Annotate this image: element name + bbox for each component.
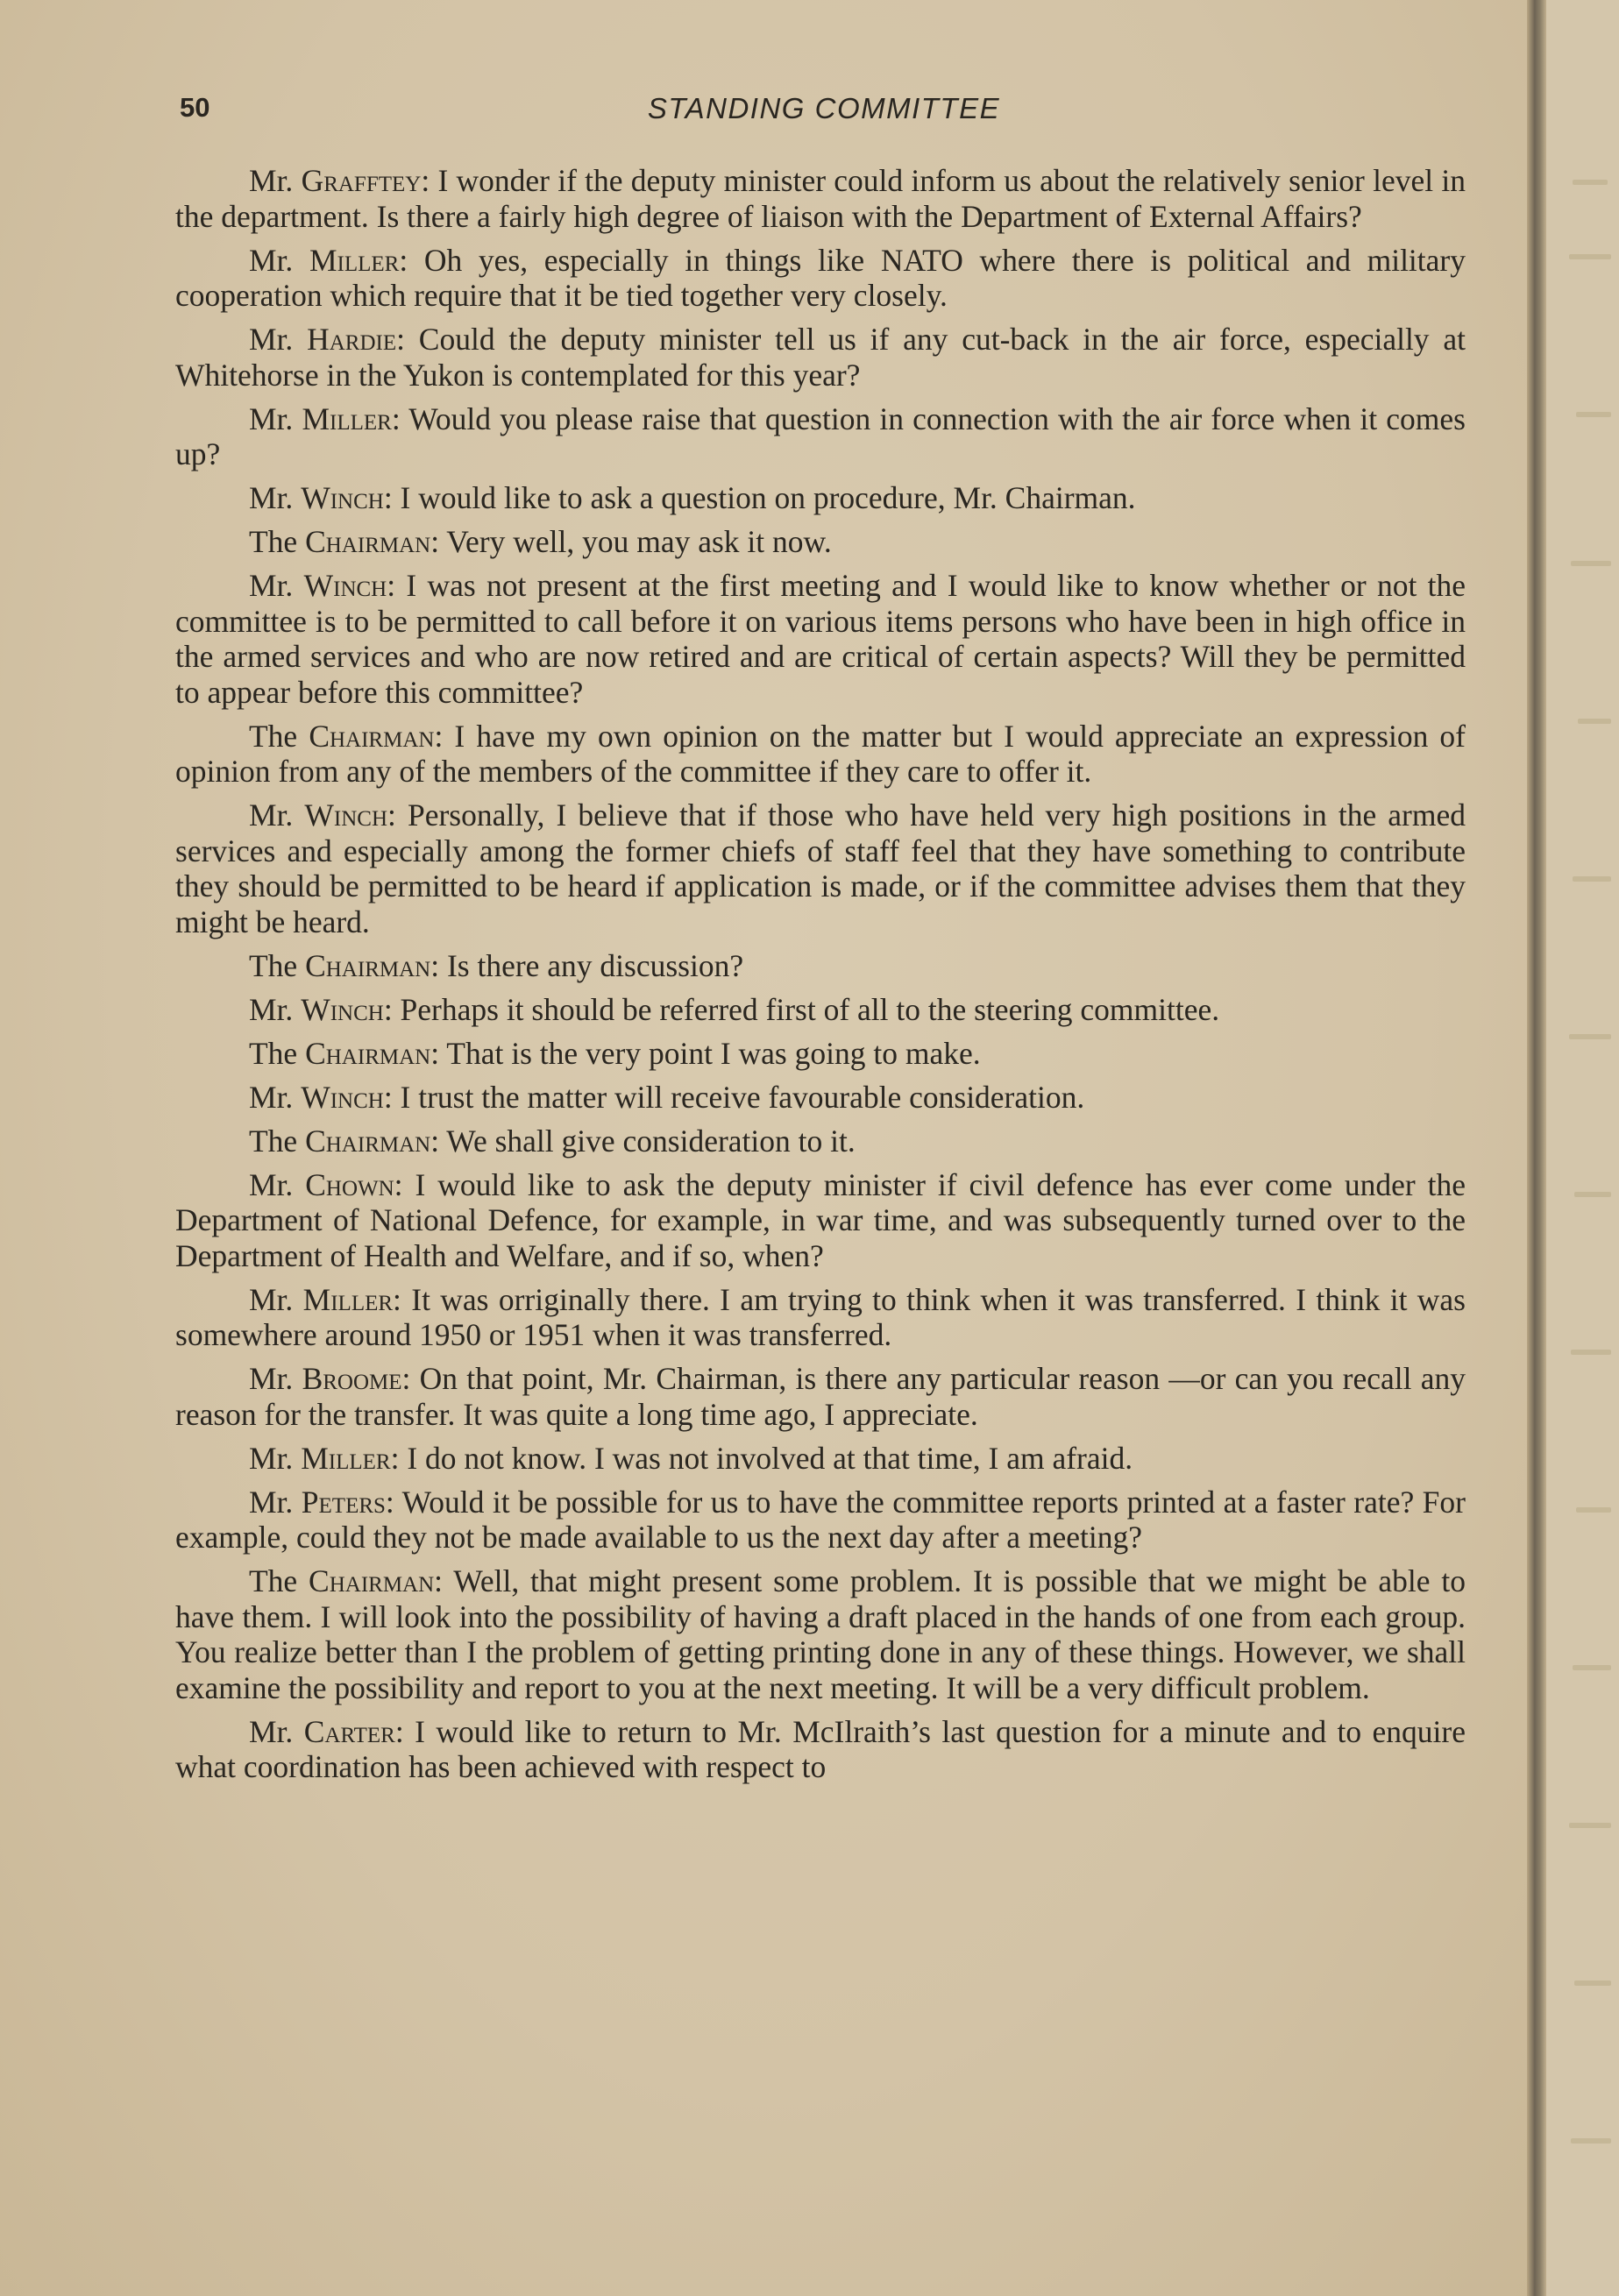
transcript-paragraph: Mr. Miller: I do not know. I was not involved at that time, I am afraid. (249, 1440, 1133, 1476)
speaker-name: Winch (303, 568, 387, 603)
speaker-name: Miller (302, 400, 392, 436)
speaker-name: Winch (301, 480, 384, 515)
speaker-name: Chairman (309, 1563, 435, 1598)
transcript-paragraph: The Chairman: I have my own opinion on the matter but I would appreciate an expression of opinion from any of the members of the committee if they care to offer it. (175, 718, 1466, 789)
speaker-name: Chairman (309, 718, 435, 754)
transcript-paragraph: Mr. Hardie: Could the deputy minister tell us if any cut-back in the air force, especially at Whitehorse in the Yukon is contemplated for this year? (175, 322, 1466, 393)
transcript-paragraph: Mr. Grafftey: I wonder if the deputy minister could inform us about the relatively senior level in the department. Is there a fairly high degree of liaison with the Department of External Affairs? (175, 163, 1466, 234)
speaker-name: Winch (301, 991, 384, 1027)
transcript-paragraph: Mr. Miller: Would you please raise that question in connection with the air force when it comes up? (175, 400, 1466, 471)
running-header (180, 92, 1468, 136)
book-gutter (1527, 0, 1546, 2296)
transcript-paragraph: Mr. Winch: I was not present at the first meeting and I would like to know whether or not the committee is to be permitted to call before it on various items persons who have been in high office in the armed services and who are now retired and are critical of certain aspects? Will they be permitted to appear before this committee? (175, 568, 1466, 710)
speaker-name: Chairman (305, 947, 431, 983)
transcript-paragraph: Mr. Carter: I would like to return to Mr. McIlraith’s last question for a minute and to enquire what coordination has been achieved with respect to (175, 1713, 1466, 1784)
running-title: STANDING COMMITTEE (647, 92, 1001, 124)
transcript-paragraph: The Chairman: Very well, you may ask it now. (249, 524, 832, 559)
speaker-name: Chairman (305, 1035, 431, 1071)
page-number: 50 (180, 92, 210, 123)
speaker-name: Grafftey (301, 163, 422, 198)
transcript-paragraph: Mr. Miller: It was orriginally there. I am trying to think when it was transferred. I think it was somewhere around 1950 or 1951 when it was transferred. (175, 1281, 1466, 1352)
transcript-paragraph: Mr. Miller: Oh yes, especially in things like NATO where there is political and military cooperation which require that it be tied together very closely. (175, 242, 1466, 313)
transcript-paragraph: The Chairman: Is there any discussion? (249, 947, 744, 983)
speaker-name: Chairman (305, 524, 431, 559)
speaker-name: Broome (302, 1361, 402, 1396)
speaker-name: Miller (309, 242, 400, 278)
transcript-paragraph: The Chairman: That is the very point I was going to make. (249, 1035, 981, 1071)
speaker-name: Peters (301, 1484, 386, 1520)
transcript-paragraph: Mr. Peters: Would it be possible for us to have the committee reports printed at a faster rate? For example, could they not be made available to us the next day after a meeting? (175, 1484, 1466, 1555)
speaker-name: Miller (302, 1281, 394, 1317)
transcript-paragraph: Mr. Chown: I would like to ask the deputy minister if civil defence has ever come under the Department of National Defence, for example, in war time, and was subsequently turned over to the Department of Health and Welfare, and if so, when? (175, 1166, 1466, 1273)
transcript-paragraph: Mr. Winch: I trust the matter will receive favourable consideration. (249, 1079, 1085, 1115)
speaker-name: Chown (305, 1166, 394, 1202)
speaker-name: Miller (301, 1440, 391, 1476)
transcript-paragraph: The Chairman: Well, that might present some problem. It is possible that we might be able to have them. I will look into the possibility of having a draft placed in the hands of one from each group. You realize better than I the problem of getting printing done in any of these things. However, we shall examine the possibility and report to you at the next meeting. It will be a very difficult problem. (175, 1563, 1466, 1705)
speaker-name: Winch (304, 797, 388, 833)
transcript-paragraph: Mr. Winch: I would like to ask a question on procedure, Mr. Chairman. (249, 480, 1136, 515)
speaker-name: Chairman (305, 1123, 431, 1159)
transcript-paragraph: Mr. Winch: Personally, I believe that if those who have held very high positions in the armed services and especially among the former chiefs of staff feel that they have something to contribute they should be permitted to be heard if application is made, or if the committee advises them that they might be heard. (175, 797, 1466, 939)
transcript-paragraph: Mr. Broome: On that point, Mr. Chairman, is there any particular reason —or can you recall any reason for the transfer. It was quite a long time ago, I appreciate. (175, 1361, 1466, 1432)
speaker-name: Carter (303, 1713, 395, 1749)
speaker-name: Winch (301, 1079, 384, 1115)
adjacent-page-edge (1546, 0, 1619, 2296)
transcript-paragraph: Mr. Winch: Perhaps it should be referred first of all to the steering committee. (249, 991, 1220, 1027)
transcript-body (175, 163, 1466, 1793)
speaker-name: Hardie (307, 322, 397, 357)
transcript-paragraph: The Chairman: We shall give consideration to it. (249, 1123, 856, 1159)
